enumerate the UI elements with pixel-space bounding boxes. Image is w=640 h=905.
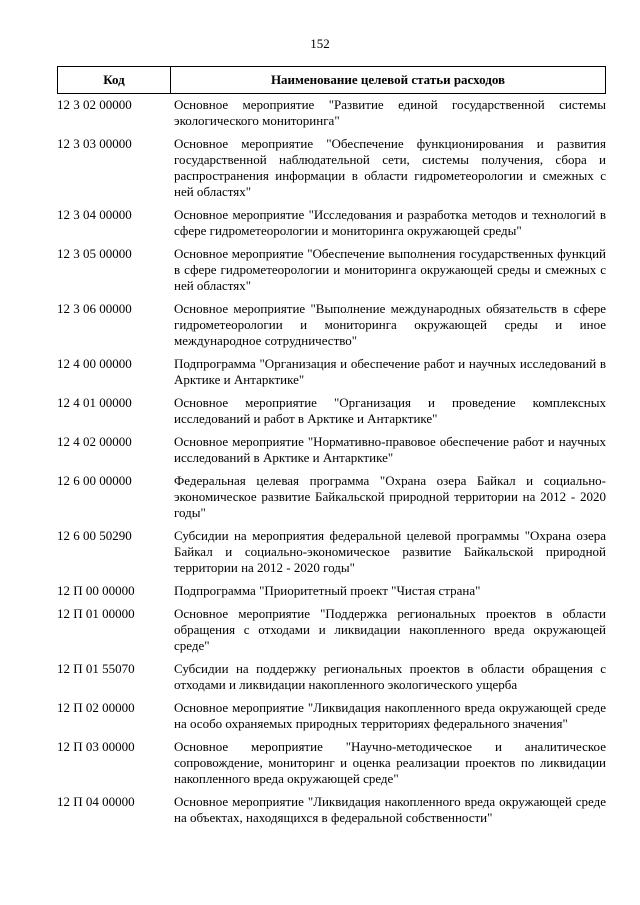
table-row — [57, 739, 606, 787]
row-code: 12 3 05 00000 — [57, 246, 132, 261]
row-code: 12 6 00 50290 — [57, 528, 132, 543]
row-name: Основное мероприятие "Ликвидация накопленного вреда окружающей среде на особо охраняемых природных территориях федерального значения" — [174, 700, 606, 731]
row-code: 12 6 00 00000 — [57, 473, 132, 488]
table-row — [57, 356, 606, 388]
row-code: 12 4 02 00000 — [57, 434, 132, 449]
row-name: Основное мероприятие "Научно-методическое и аналитическое сопровождение, мониторинг и оценка реализации проектов по ликвидации накопленного вреда окружающей среде" — [174, 739, 606, 786]
table-row — [57, 700, 606, 732]
row-code: 12 П 00 00000 — [57, 583, 135, 598]
table-row — [57, 301, 606, 349]
row-code: 12 П 03 00000 — [57, 739, 135, 754]
row-name: Основное мероприятие "Выполнение международных обязательств в сфере гидрометеорологии и мониторинга окружающей среды и иное международное сотрудничество" — [174, 301, 606, 348]
table-row — [57, 207, 606, 239]
row-name: Основное мероприятие "Поддержка региональных проектов в области обращения с отходами и ликвидации накопленного вреда окружающей среде" — [174, 606, 606, 653]
table-row — [57, 528, 606, 576]
row-name: Субсидии на поддержку региональных проектов в области обращения с отходами и ликвидации накопленного экологического ущерба — [174, 661, 606, 692]
row-name: Субсидии на мероприятия федеральной целевой программы "Охрана озера Байкал и социально-экономическое развитие Байкальской природной территории на 2012 - 2020 годы" — [174, 528, 606, 575]
header-name: Наименование целевой статьи расходов — [270, 72, 506, 87]
row-name: Основное мероприятие "Ликвидация накопленного вреда окружающей среде на объектах, находящихся в федеральной собственности" — [174, 794, 606, 825]
table-body — [57, 97, 606, 826]
table-row — [57, 606, 606, 654]
table-row — [57, 473, 606, 521]
row-code: 12 П 02 00000 — [57, 700, 135, 715]
row-code: 12 4 00 00000 — [57, 356, 132, 371]
table-row — [57, 434, 606, 466]
row-code: 12 3 06 00000 — [57, 301, 132, 316]
table-row — [57, 97, 606, 129]
row-name: Основное мероприятие "Обеспечение функционирования и развития государственной наблюдательной сети, системы получения, сбора и распространения информации в области гидрометеорологии и смежных с ней областях" — [174, 136, 606, 199]
row-name: Основное мероприятие "Развитие единой государственной системы экологического мониторинга" — [174, 97, 606, 128]
table-row — [57, 136, 606, 200]
page-number: 152 — [310, 36, 330, 51]
budget-table — [57, 66, 606, 833]
row-name: Федеральная целевая программа "Охрана озера Байкал и социально-экономическое развитие Байкальской природной территории на 2012 - 2020 годы" — [174, 473, 606, 520]
table-row — [57, 395, 606, 427]
row-code: 12 П 04 00000 — [57, 794, 135, 809]
header-code: Код — [58, 67, 171, 93]
row-code: 12 П 01 55070 — [57, 661, 135, 676]
row-name: Подпрограмма "Организация и обеспечение работ и научных исследований в Арктике и Антарктике" — [174, 356, 606, 387]
table-row — [57, 246, 606, 294]
row-code: 12 3 02 00000 — [57, 97, 132, 112]
row-name: Основное мероприятие "Обеспечение выполнения государственных функций в сфере гидрометеорологии и мониторинга окружающей среды и смежных с ней областях" — [174, 246, 606, 293]
row-name: Основное мероприятие "Нормативно-правовое обеспечение работ и научных исследований в Арктике и Антарктике" — [174, 434, 606, 465]
table-row — [57, 794, 606, 826]
row-name: Подпрограмма "Приоритетный проект "Чистая страна" — [174, 583, 481, 598]
table-row — [57, 661, 606, 693]
row-code: 12 3 03 00000 — [57, 136, 132, 151]
table-header — [57, 66, 606, 94]
row-code: 12 П 01 00000 — [57, 606, 135, 621]
table-row — [57, 583, 606, 599]
row-code: 12 4 01 00000 — [57, 395, 132, 410]
row-code: 12 3 04 00000 — [57, 207, 132, 222]
row-name: Основное мероприятие "Организация и проведение комплексных исследований и работ в Арктике и Антарктике" — [174, 395, 606, 426]
row-name: Основное мероприятие "Исследования и разработка методов и технологий в сфере гидрометеорологии и мониторинга окружающей среды" — [174, 207, 606, 238]
